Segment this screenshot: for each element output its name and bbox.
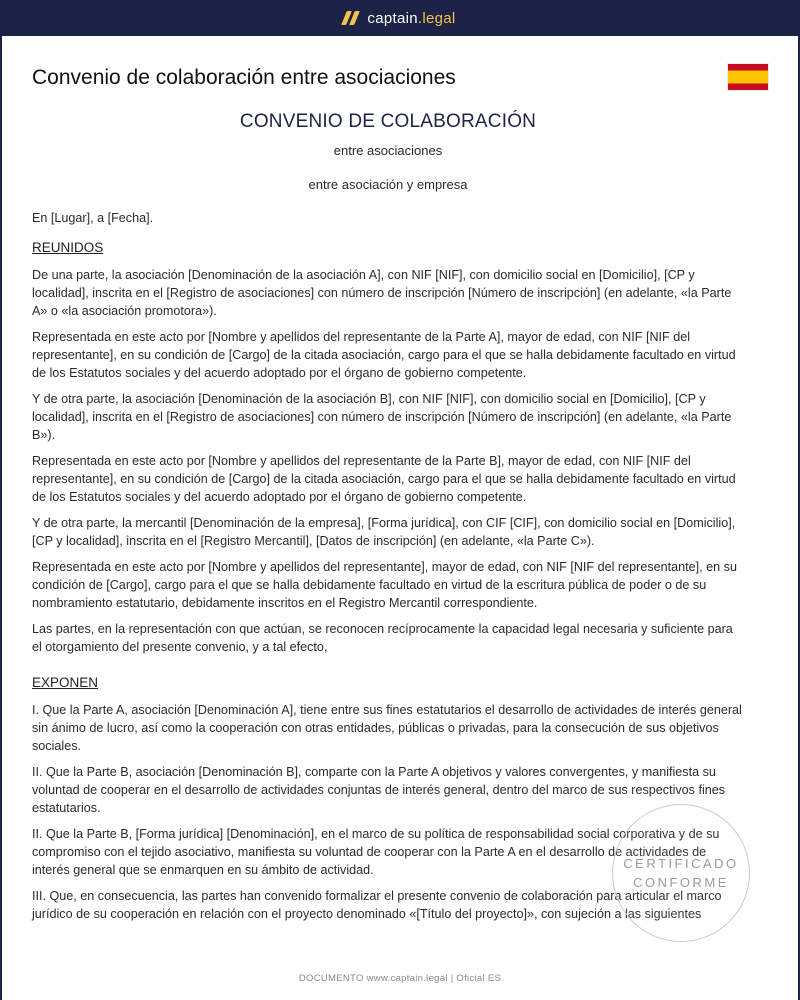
exponen-paragraph: II. Que la Parte B, asociación [Denominación B], comparte con la Parte A objetivos y valores convergentes, y manifiesta su voluntad de cooperar en el desarrollo de actividades conjuntas de interés general, dentro del marco de sus respectivos fines estatutarios. — [32, 765, 726, 815]
document-page — [2, 36, 798, 1000]
captain-legal-logo-icon — [342, 11, 361, 25]
document-subtitle: entre asociaciones — [333, 143, 443, 158]
top-bar — [0, 0, 800, 36]
brand-name-suffix: .legal — [417, 9, 456, 27]
brand-name — [367, 10, 455, 27]
stamp-line-1: CERTIFICADO — [623, 856, 739, 871]
place-date-line: En [Lugar], a [Fecha]. — [32, 211, 154, 225]
spain-flag-icon — [728, 64, 768, 90]
document-body — [32, 110, 744, 931]
stamp-line-2: CONFORME — [633, 875, 729, 890]
brand-name-main: captain — [367, 9, 418, 27]
exponen-paragraph: II. Que la Parte B, [Forma jurídica] [Denominación], en el marco de su política de responsabilidad social corporativa y de su compromiso con el tejido asociativo, manifiesta su voluntad de cooperar con la Parte A en el desarrollo de actividades de interés general que se enmarquen en su ámbito de actividad. — [32, 827, 720, 877]
exponen-paragraph: III. Que, en consecuencia, las partes han convenido formalizar el presente convenio de colaboración para articular el marco jurídico de su cooperación en relación con el proyecto denominado «[Título del proyecto]», con sujeción a las siguientes — [32, 889, 722, 921]
page-title: Convenio de colaboración entre asociaciones — [32, 66, 456, 89]
reunidos-paragraph: Representada en este acto por [Nombre y apellidos del representante de la Parte B], mayor de edad, con NIF [NIF del representante], en su condición de [Cargo] de la citada asociación, cargo para el que se halla debidamente facultado en virtud de los Estatutos sociales y del acuerdo adoptado por el órgano de gobierno competente. — [32, 454, 736, 504]
reunidos-paragraph: Y de otra parte, la asociación [Denominación de la asociación B], con NIF [NIF], con domicilio social en [Domicilio], [CP y localidad], inscrita en el [Registro de asociaciones] con número de inscripción [Número de inscripción] (en adelante, «la Parte B»). — [32, 392, 732, 442]
section-heading-exponen: EXPONEN — [32, 675, 99, 690]
reunidos-paragraph: Representada en este acto por [Nombre y apellidos del representante de la Parte A], mayor de edad, con NIF [NIF del representante], en su condición de [Cargo] de la citada asociación, cargo para el que se halla debidamente facultado en virtud de los Estatutos sociales y del acuerdo adoptado por el órgano de gobierno competente. — [32, 330, 736, 380]
section-heading-reunidos: REUNIDOS — [32, 240, 104, 255]
reunidos-paragraph: Y de otra parte, la mercantil [Denominación de la empresa], [Forma jurídica], con CIF [CIF], con domicilio social en [Domicilio], [CP y localidad], inscrita en el [Registro Mercantil], [Datos de inscripción] (en adelante, «la Parte C»). — [32, 516, 736, 548]
certified-stamp — [612, 804, 750, 942]
document-title: CONVENIO DE COLABORACIÓN — [239, 111, 537, 132]
reunidos-paragraph: Las partes, en la representación con que actúan, se reconocen recíprocamente la capacidad legal necesaria y suficiente para el otorgamiento del presente convenio, y a tal efecto, — [32, 622, 733, 654]
exponen-paragraph: I. Que la Parte A, asociación [Denominación A], tiene entre sus fines estatutarios el desarrollo de actividades de interés general sin ánimo de lucro, así como la cooperación con otras entidades, públicas o privadas, para la consecución de sus objetivos sociales. — [32, 703, 742, 753]
brand[interactable] — [344, 10, 455, 27]
document-subtitle-secondary: entre asociación y empresa — [308, 177, 468, 192]
reunidos-paragraph: Representada en este acto por [Nombre y apellidos del representante], mayor de edad, con NIF [NIF del representante], en su condición de [Cargo], cargo para el que se halla debidamente facultado en virtud de la escritura pública de poder o de su nombramiento estatutario, debidamente inscritos en el Registro Mercantil correspondiente. — [32, 560, 737, 610]
page-footer: DOCUMENTO www.captain.legal | Oficial ES — [298, 973, 502, 984]
reunidos-paragraph: De una parte, la asociación [Denominación de la asociación A], con NIF [NIF], con domicilio social en [Domicilio], [CP y localidad], inscrita en el [Registro de asociaciones] con número de inscripción [Número de inscripción] (en adelante, «la Parte A» o «la asociación promotora»). — [32, 268, 732, 318]
